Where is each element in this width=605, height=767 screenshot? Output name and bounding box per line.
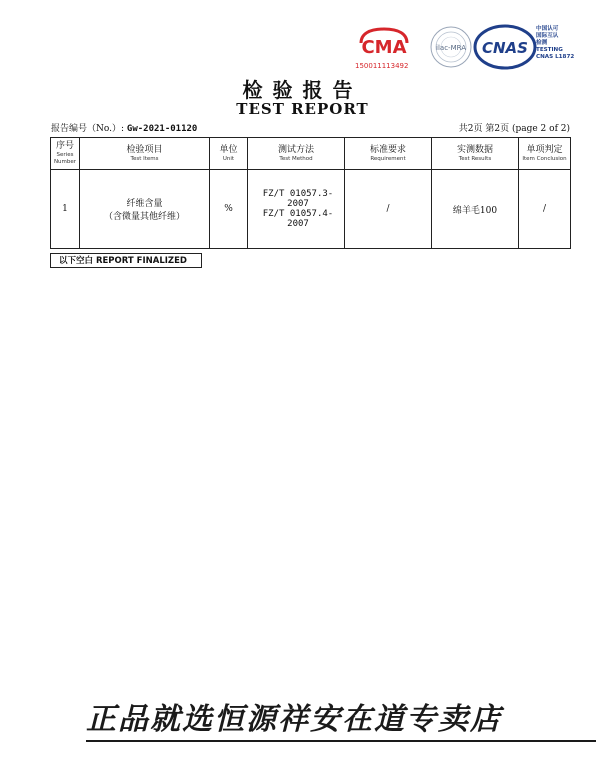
cma-logo-text: CMA [361, 37, 407, 58]
cell-test-item [80, 170, 210, 249]
report-finalized-label: 以下空白 REPORT FINALIZED [50, 253, 202, 268]
cell-test-result: 绵羊毛100 [432, 170, 519, 249]
test-method-line: FZ/T 01057.3-2007 [262, 189, 334, 209]
report-number-label: 报告编号（No.）: [51, 124, 125, 134]
cell-unit: % [210, 170, 248, 249]
header-series: 序号 Series Number [51, 138, 80, 170]
cnas-logo [473, 24, 537, 70]
cnas-line: TESTING [536, 47, 563, 53]
test-item-line: 纤维含量 [126, 199, 163, 209]
ilac-mra-logo [429, 25, 473, 69]
header-test-items: 检验项目 Test Items [80, 138, 210, 170]
report-number [51, 121, 197, 134]
certification-logos [355, 22, 585, 72]
header-requirement: 标准要求 Requirement [345, 138, 432, 170]
ilac-logo-text: ilac-MRA [436, 44, 466, 52]
cnas-line: 国际互认 [536, 33, 559, 39]
test-item-line: （含微量其他纤维） [103, 212, 185, 222]
cnas-line: 检测 [536, 40, 548, 46]
cell-requirement: / [345, 170, 432, 249]
table-row [51, 170, 571, 249]
cma-number: 150011113492 [355, 62, 409, 70]
cnas-line: 中国认可 [536, 26, 559, 32]
cell-series: 1 [51, 170, 80, 249]
report-title-cn: 检验报告 [242, 78, 363, 102]
report-number-value: Gw-2021-01120 [126, 124, 198, 134]
header-unit: 单位 Unit [210, 138, 248, 170]
cell-conclusion: / [519, 170, 571, 249]
page-info: 共2页 第2页 (page 2 of 2) [458, 124, 570, 134]
report-title-en: TEST REPORT [236, 100, 369, 118]
cell-test-method [248, 170, 345, 249]
store-slogan: 正品就选恒源祥安在道专卖店 [86, 700, 596, 742]
cma-logo [355, 26, 413, 60]
cnas-line: CNAS L1872 [536, 54, 575, 60]
header-test-method: 测试方法 Test Method [248, 138, 345, 170]
cnas-accreditation-text [536, 26, 574, 61]
header-test-results: 实测数据 Test Results [432, 138, 519, 170]
table-header-row [51, 138, 571, 170]
header-item-conclusion: 单项判定 Item Conclusion [519, 138, 571, 170]
cnas-logo-text: CNAS [482, 39, 528, 57]
test-method-line: FZ/T 01057.4-2007 [262, 209, 334, 229]
test-results-table [50, 137, 571, 249]
